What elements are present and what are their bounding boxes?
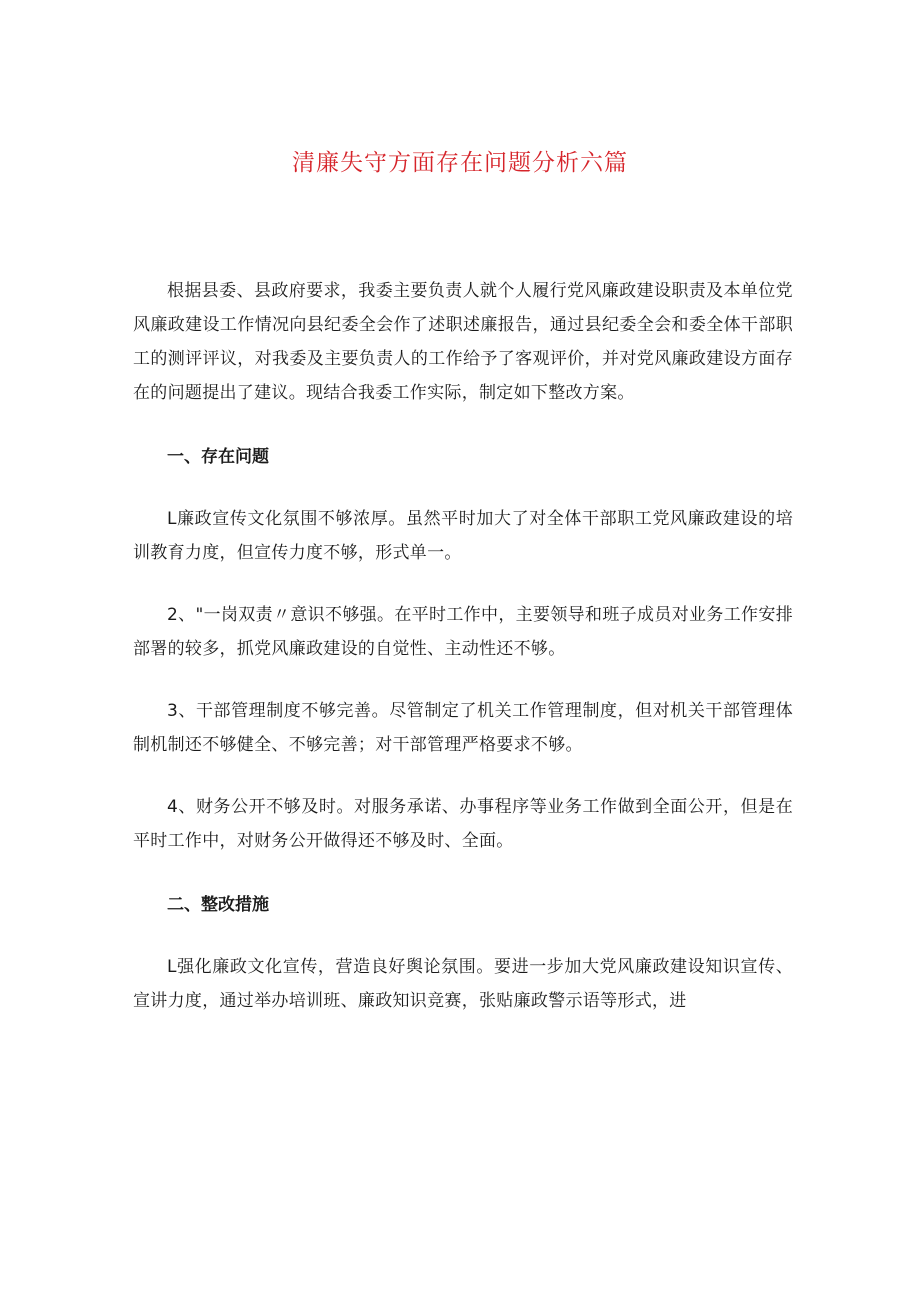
problem-item-3: 3、干部管理制度不够完善。尽管制定了机关工作管理制度，但对机关干部管理体制机制还不够健全、不够完善；对干部管理严格要求不够。 [133,701,793,755]
problem-item-2: 2、"一岗双责〃意识不够强。在平时工作中，主要领导和班子成员对业务工作安排部署的较多，抓党风廉政建设的自觉性、主动性还不够。 [133,605,793,659]
section-heading-measures: 二、整改措施 [167,895,269,915]
spacer [133,474,793,502]
document-body [133,274,793,1018]
spacer [133,762,793,790]
spacer [133,570,793,598]
spacer [133,858,793,888]
spacer [133,410,793,440]
problem-item-1: L廉政宣传文化氛围不够浓厚。虽然平时加大了对全体干部职工党风廉政建设的培训教育力度，但宣传力度不够，形式单一。 [133,509,793,563]
intro-paragraph: 根据县委、县政府要求，我委主要负责人就个人履行党风廉政建设职责及本单位党风廉政建设工作情况向县纪委全会作了述职述廉报告，通过县纪委全会和委全体干部职工的测评评议，对我委及主要负责人的工作给予了客观评价，并对党风廉政建设方面存在的问题提出了建议。现结合我委工作实际，制定如下整改方案。 [133,281,793,403]
measure-item-1: L强化廉政文化宣传，营造良好舆论氛围。要进一步加大党风廉政建设知识宣传、宣讲力度，通过举办培训班、廉政知识竞赛，张贴廉政警示语等形式，进 [133,957,793,1011]
spacer [133,922,793,950]
problem-item-4: 4、财务公开不够及时。对服务承诺、办事程序等业务工作做到全面公开，但是在平时工作中，对财务公开做得还不够及时、全面。 [133,797,793,851]
spacer [133,666,793,694]
section-heading-problems: 一、存在问题 [167,447,269,467]
document-title: 清廉失守方面存在问题分析六篇 [292,150,628,176]
